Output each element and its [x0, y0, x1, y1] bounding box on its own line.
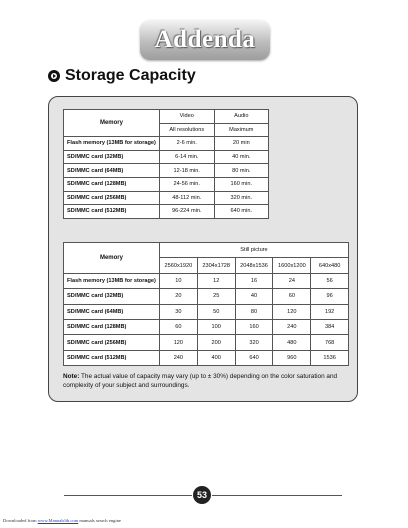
table-row — [64, 191, 269, 205]
header-banner — [140, 20, 270, 60]
count-cell: 960 — [273, 350, 311, 365]
count-cell: 30 — [159, 304, 197, 319]
count-cell: 100 — [197, 319, 235, 334]
storage-capacity-panel — [48, 96, 358, 402]
video-header: Video — [159, 110, 214, 124]
row-label: Flash memory (13MB for storage) — [64, 273, 160, 288]
memory-header: Memory — [64, 243, 160, 274]
row-label: Flash memory (13MB for storage) — [64, 137, 160, 151]
audio-cell: 20 min — [214, 137, 268, 151]
count-cell: 120 — [273, 304, 311, 319]
table-row — [64, 319, 349, 334]
table-header-row — [64, 110, 269, 124]
count-cell: 80 — [235, 304, 273, 319]
row-label: SD/MMC card (256MB) — [64, 335, 160, 350]
count-cell: 40 — [235, 289, 273, 304]
audio-cell: 40 min. — [214, 150, 268, 164]
count-cell: 60 — [159, 319, 197, 334]
resolution-header: 2048x1536 — [235, 258, 273, 273]
footer-divider-left — [64, 495, 192, 496]
count-cell: 640 — [235, 350, 273, 365]
video-cell: 48-112 min. — [159, 191, 214, 205]
video-audio-capacity-table — [63, 109, 269, 219]
count-cell: 25 — [197, 289, 235, 304]
memory-header: Memory — [64, 110, 160, 137]
row-label: SD/MMC card (64MB) — [64, 164, 160, 178]
count-cell: 480 — [273, 335, 311, 350]
count-cell: 768 — [311, 335, 349, 350]
count-cell: 1536 — [311, 350, 349, 365]
count-cell: 384 — [311, 319, 349, 334]
still-picture-capacity-table — [63, 242, 349, 366]
video-cell: 24-56 min. — [159, 177, 214, 191]
table-row — [64, 289, 349, 304]
row-label: SD/MMC card (512MB) — [64, 350, 160, 365]
count-cell: 50 — [197, 304, 235, 319]
row-label: SD/MMC card (256MB) — [64, 191, 160, 205]
audio-cell: 320 min. — [214, 191, 268, 205]
footer-divider-right — [212, 495, 342, 496]
table-row — [64, 164, 269, 178]
note-text: The actual value of capacity may vary (up to ± 30%) depending on the color saturation and complexity of your subject and surroundings. — [63, 373, 338, 389]
row-label: SD/MMC card (128MB) — [64, 177, 160, 191]
row-label: SD/MMC card (512MB) — [64, 205, 160, 219]
download-suffix: manuals search engine — [78, 518, 121, 523]
resolution-header: 640x480 — [311, 258, 349, 273]
count-cell: 192 — [311, 304, 349, 319]
table-row — [64, 304, 349, 319]
video-cell: 12-18 min. — [159, 164, 214, 178]
count-cell: 10 — [159, 273, 197, 288]
page-title: Addenda — [154, 26, 256, 53]
section-title: Storage Capacity — [65, 67, 196, 84]
table-row — [64, 150, 269, 164]
count-cell: 60 — [273, 289, 311, 304]
count-cell: 160 — [235, 319, 273, 334]
table-row — [64, 335, 349, 350]
audio-subheader: Maximum — [214, 123, 268, 137]
audio-header: Audio — [214, 110, 268, 124]
video-cell: 6-14 min. — [159, 150, 214, 164]
download-attribution — [3, 518, 121, 523]
resolution-header: 2560x1920 — [159, 258, 197, 273]
page-number: 53 — [196, 490, 207, 500]
table-row — [64, 205, 269, 219]
still-picture-header: Still picture — [159, 243, 348, 258]
table-row — [64, 273, 349, 288]
count-cell: 12 — [197, 273, 235, 288]
video-subheader: All resolutions — [159, 123, 214, 137]
resolution-header: 1600x1200 — [273, 258, 311, 273]
note-label: Note: — [63, 373, 80, 380]
download-prefix: Downloaded from — [3, 518, 38, 523]
table-row — [64, 350, 349, 365]
count-cell: 56 — [311, 273, 349, 288]
table-row — [64, 137, 269, 151]
row-label: SD/MMC card (64MB) — [64, 304, 160, 319]
table-row — [64, 177, 269, 191]
count-cell: 320 — [235, 335, 273, 350]
page-number-badge — [193, 486, 211, 504]
count-cell: 240 — [273, 319, 311, 334]
table-header-row — [64, 243, 349, 258]
row-label: SD/MMC card (32MB) — [64, 150, 160, 164]
circle-arrow-bullet-icon — [48, 70, 60, 82]
count-cell: 16 — [235, 273, 273, 288]
video-cell: 2-6 min. — [159, 137, 214, 151]
count-cell: 200 — [197, 335, 235, 350]
count-cell: 120 — [159, 335, 197, 350]
resolution-header: 2304x1728 — [197, 258, 235, 273]
count-cell: 240 — [159, 350, 197, 365]
count-cell: 20 — [159, 289, 197, 304]
count-cell: 400 — [197, 350, 235, 365]
audio-cell: 160 min. — [214, 177, 268, 191]
manualslib-link[interactable]: www.Manualslib.com — [37, 518, 79, 523]
audio-cell: 80 min. — [214, 164, 268, 178]
count-cell: 24 — [273, 273, 311, 288]
audio-cell: 640 min. — [214, 205, 268, 219]
video-cell: 96-224 min. — [159, 205, 214, 219]
count-cell: 96 — [311, 289, 349, 304]
row-label: SD/MMC card (128MB) — [64, 319, 160, 334]
section-heading — [48, 66, 196, 86]
capacity-note — [63, 373, 349, 390]
row-label: SD/MMC card (32MB) — [64, 289, 160, 304]
